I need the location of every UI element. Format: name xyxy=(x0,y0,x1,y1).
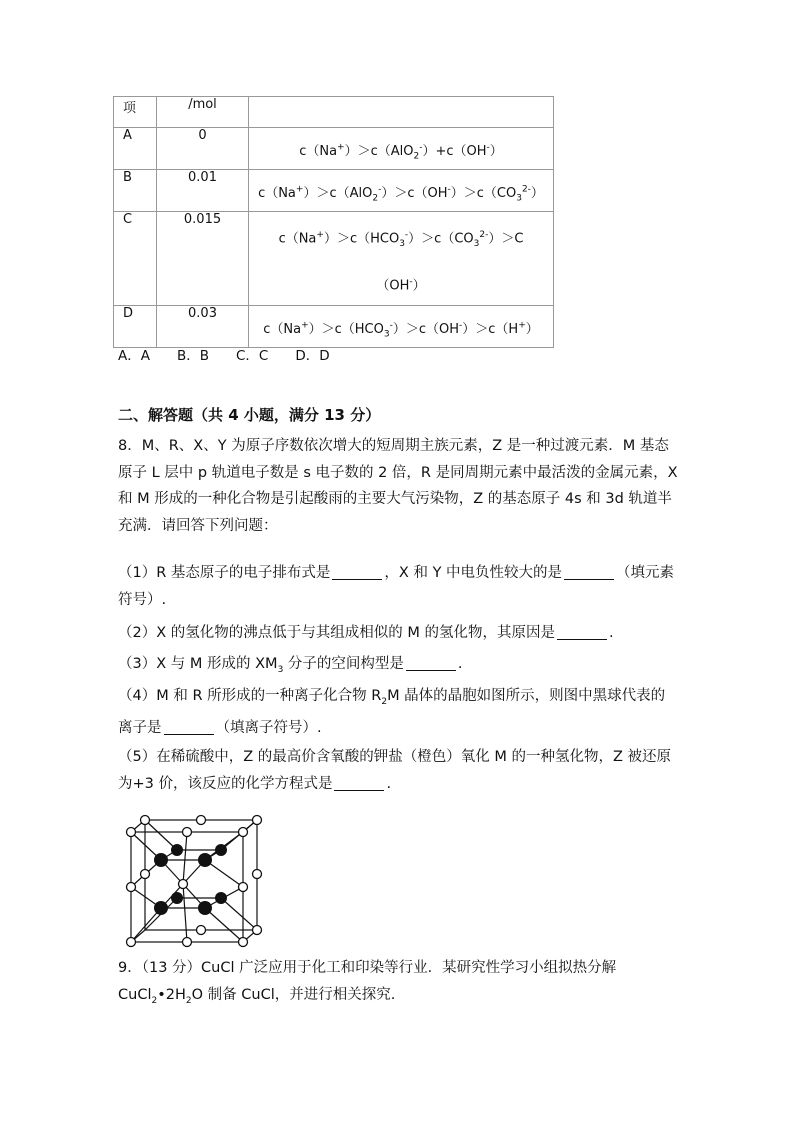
q8-part4: （4）M 和 R 所形成的一种离子化合物 $R_2M$ 晶体的晶胞如图所示，则图中黑球代表的离子是 （填离子符号）. xyxy=(118,688,666,737)
row-relation: $c(Na^+)>c(HCO_3^-)>c(OH^-)>c(H^+)$ xyxy=(263,320,539,340)
q8-part5: （5）在稀硫酸中，Z 的最高价含氧酸的钾盐（橙色）氧化 M 的一种氢化物，Z 被还原为+3 价，该反应的化学方程式是 . xyxy=(118,749,672,792)
row-label: A xyxy=(114,128,157,170)
section-heading: 二、解答题（共 4 小题，满分 13 分） xyxy=(118,406,381,424)
row-label: D xyxy=(114,306,157,348)
row-amount: 0.01 xyxy=(157,170,249,212)
q8-part1: （1）R 基态原子的电子排布式是 ，X 和 Y 中电负性较大的是 （填元素符号）. xyxy=(118,565,675,608)
q8-intro: 8．M、R、X、Y 为原子序数依次增大的短周期主族元素，Z 是一种过渡元素．M 基态原子 L 层中 p 轨道电子数是 s 电子数的 2 倍，R 是同周期元素中最活泼的金属元素，X 和 M 形成的一种化合物是引起酸雨的主要大气污染物，Z 的基态原子 4s 和 3d 轨道半充满．请回答下列问题： xyxy=(118,438,678,534)
q8-part2: （2）X 的氢化物的沸点低于与其组成相似的 M 的氢化物，其原因是 . xyxy=(118,625,614,641)
answer-choices: A．A B．B C．C D．D xyxy=(118,348,330,364)
answer-blank[interactable] xyxy=(332,563,382,580)
answer-blank[interactable] xyxy=(164,718,214,735)
answer-blank[interactable] xyxy=(557,623,607,640)
row-label: B xyxy=(114,170,157,212)
crystal-cell-diagram xyxy=(121,812,269,948)
answer-blank[interactable] xyxy=(334,774,384,791)
row-amount: 0.03 xyxy=(157,306,249,348)
options-table xyxy=(113,96,554,348)
row-relation: $c(Na^+)>c(AlO_2^-)>c(OH^-)>c(CO_3^{2-})$ xyxy=(258,184,544,204)
q8-part3: （3）X 与 M 形成的 $XM_3$ 分子的空间构型是 . xyxy=(118,656,463,675)
row-relation: $c(Na^+)>c(HCO_3^-)>c(CO_3^{2-})>C$ （OH-） xyxy=(278,230,524,294)
answer-blank[interactable] xyxy=(564,563,614,580)
q9-text: 9．（13 分）CuCl 广泛应用于化工和印染等行业．某研究性学习小组拟热分解 $CuCl_2•2H_2O$ 制备 CuCl，并进行相关探究. xyxy=(118,960,617,1006)
header-item: 项 xyxy=(114,97,157,128)
header-relation xyxy=(249,97,554,128)
row-relation: c（Na+）＞c（AlO$_2$-）+c（OH-） xyxy=(299,142,503,162)
answer-blank[interactable] xyxy=(406,654,456,671)
header-amount: /mol xyxy=(157,97,249,128)
row-label: C xyxy=(114,212,157,306)
row-amount: 0.015 xyxy=(157,212,249,306)
row-amount: 0 xyxy=(157,128,249,170)
